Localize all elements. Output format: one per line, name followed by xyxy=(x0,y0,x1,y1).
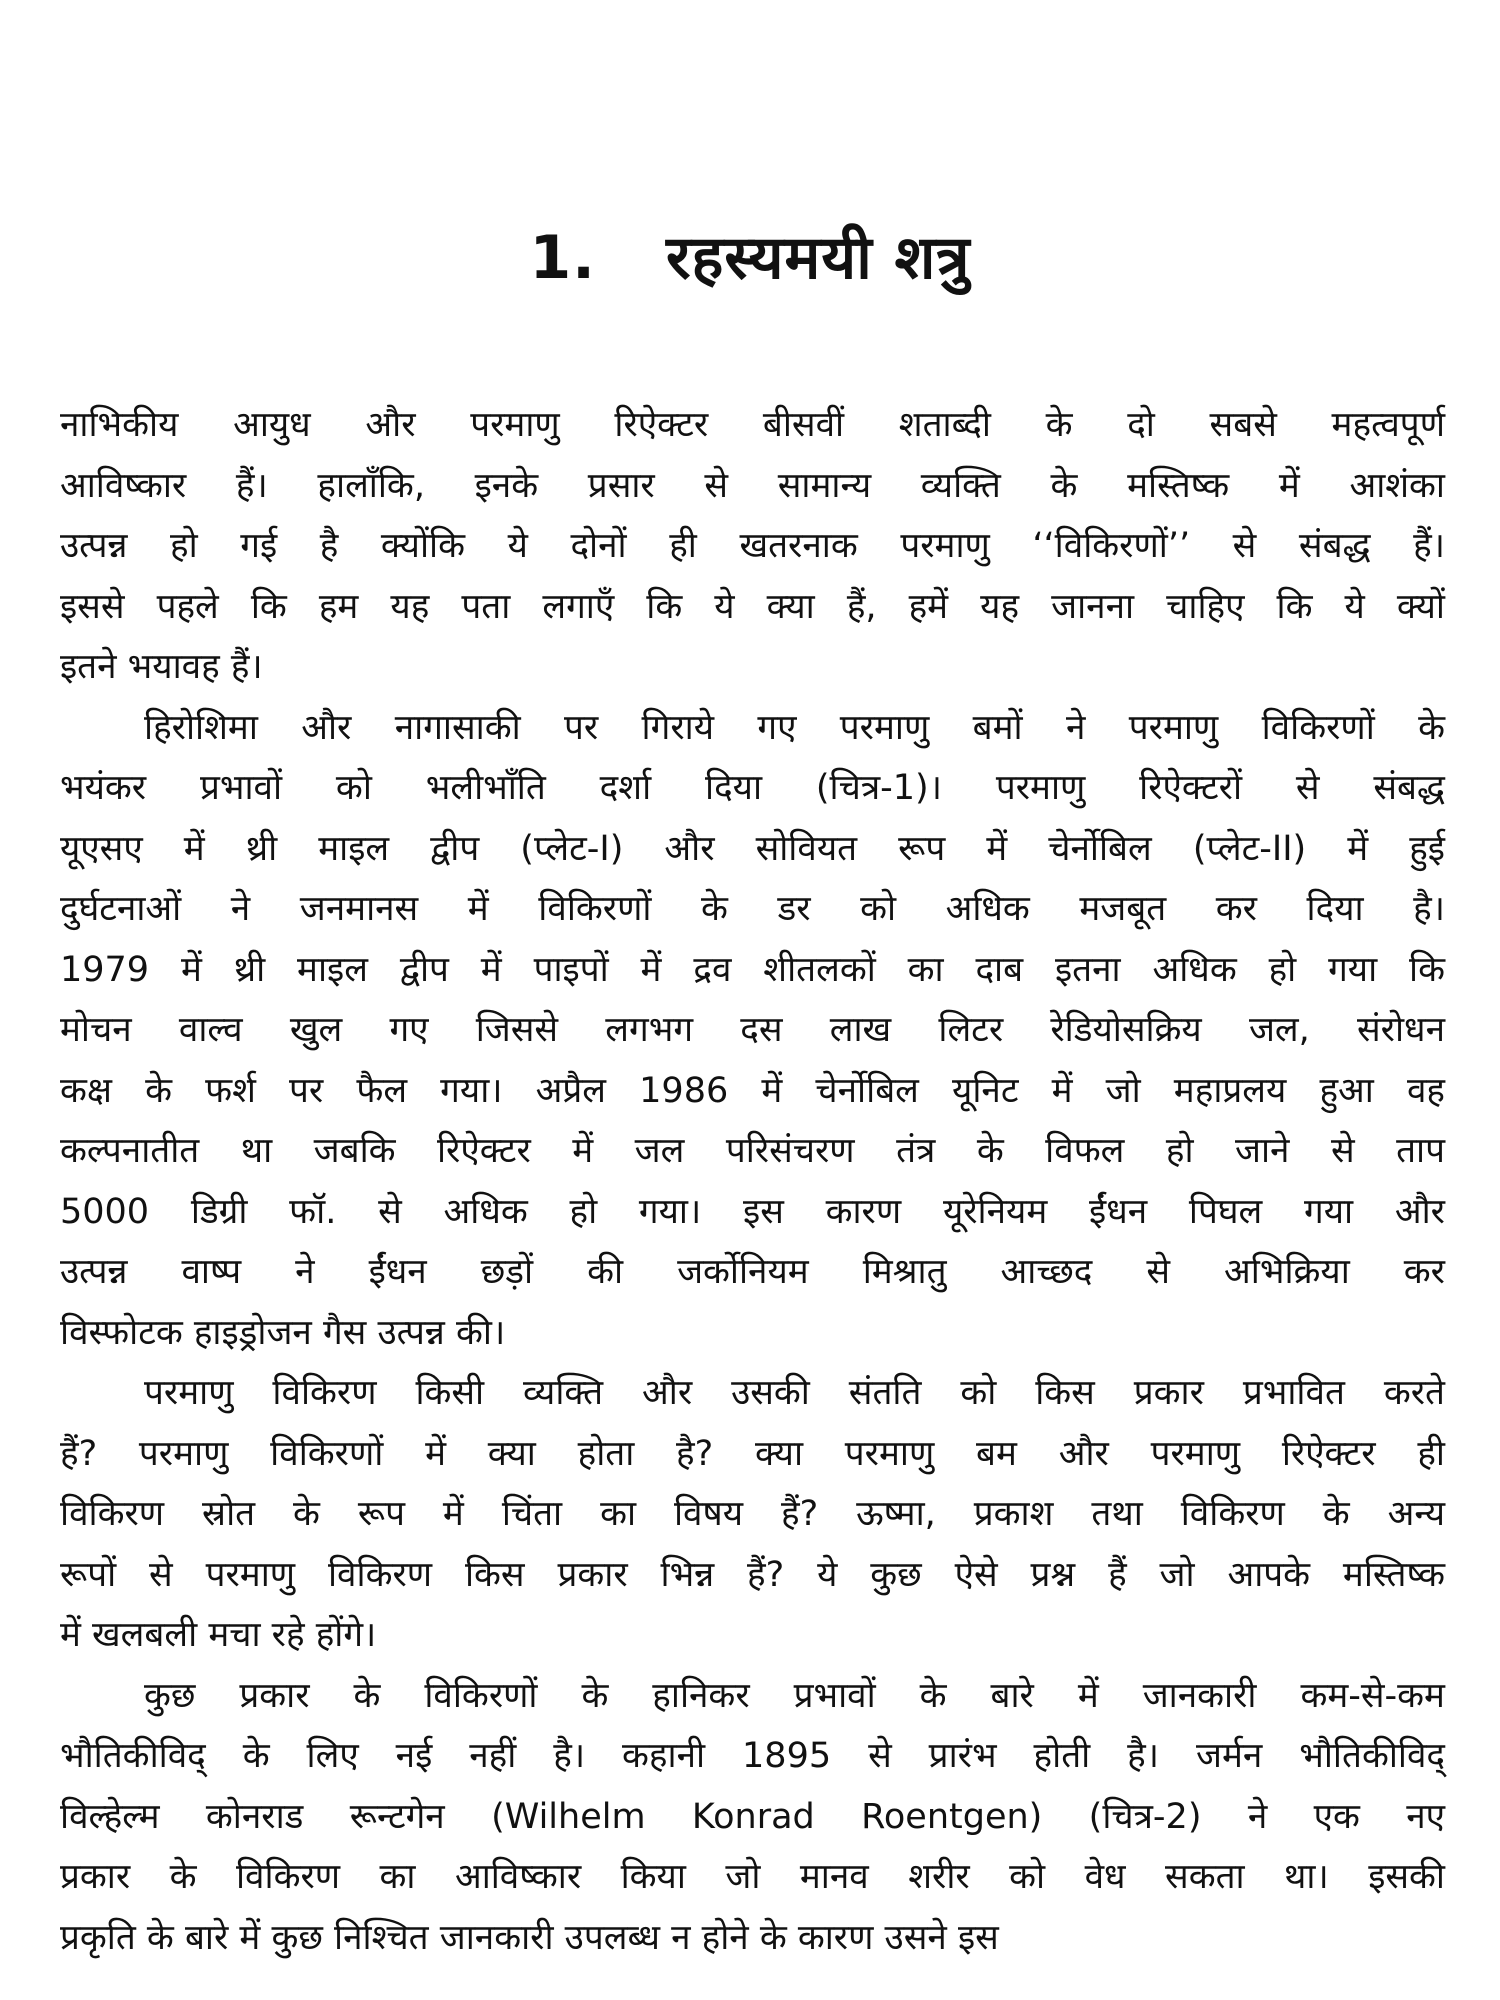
text-line: विस्फोटक हाइड्रोजन गैस उत्पन्न की। xyxy=(60,1312,506,1353)
text-line: उत्पन्न हो गई है क्योंकि ये दोनों ही खतरनाक परमाणु ‘‘विकिरणों’’ से संबद्ध हैं। xyxy=(60,526,1445,566)
text-line: 1979 में थ्री माइल द्वीप में पाइपों में द्रव शीतलकों का दाब इतना अधिक हो गया कि xyxy=(60,949,1445,990)
text-line: कुछ प्रकार के विकिरणों के हानिकर प्रभावों के बारे में जानकारी कम-से-कम xyxy=(144,1675,1445,1716)
paragraph-2 xyxy=(60,698,1445,1364)
text-line: हैं? परमाणु विकिरणों में क्या होता है? क्या परमाणु बम और परमाणु रिऐक्टर ही xyxy=(60,1433,1445,1474)
text-line: नाभिकीय आयुध और परमाणु रिऐक्टर बीसवीं शताब्दी के दो सबसे महत्वपूर्ण xyxy=(60,405,1445,445)
text-line: उत्पन्न वाष्प ने ईंधन छड़ों की जर्कोनियम मिश्रातु आच्छद से अभिक्रिया कर xyxy=(60,1252,1445,1292)
text-line: प्रकार के विकिरण का आविष्कार किया जो मानव शरीर को वेध सकता था। इसकी xyxy=(60,1857,1445,1897)
chapter-number: 1. xyxy=(529,223,596,293)
text-line: परमाणु विकिरण किसी व्यक्ति और उसकी संतति को किस प्रकार प्रभावित करते xyxy=(144,1373,1445,1413)
text-line: भयंकर प्रभावों को भलीभाँति दर्शा दिया (चित्र-1)। परमाणु रिऐक्टरों से संबद्ध xyxy=(60,768,1445,808)
text-line: इतने भयावह हैं। xyxy=(60,647,263,687)
text-line: कल्पनातीत था जबकि रिऐक्टर में जल परिसंचरण तंत्र के विफल हो जाने से ताप xyxy=(60,1131,1445,1171)
paragraph-4 xyxy=(60,1666,1445,1969)
text-line: प्रकृति के बारे में कुछ निश्चित जानकारी उपलब्ध न होने के कारण उसने इस xyxy=(60,1917,999,1958)
text-line: यूएसए में थ्री माइल द्वीप (प्लेट-I) और सोवियत रूप में चेर्नोबिल (प्लेट-II) में हुई xyxy=(60,828,1445,869)
text-line: आविष्कार हैं। हालाँकि, इनके प्रसार से सामान्य व्यक्ति के मस्तिष्क में आशंका xyxy=(60,465,1445,506)
text-line: इससे पहले कि हम यह पता लगाएँ कि ये क्या हैं, हमें यह जानना चाहिए कि ये क्यों xyxy=(60,586,1445,627)
text-line: विल्हेल्म कोनराड रून्टगेन (Wilhelm Konrad Roentgen) (चित्र-2) ने एक नए xyxy=(60,1796,1445,1837)
text-line: विकिरण स्रोत के रूप में चिंता का विषय हैं? ऊष्मा, प्रकाश तथा विकिरण के अन्य xyxy=(60,1494,1445,1534)
chapter-heading xyxy=(0,218,1500,298)
text-line: में खलबली मचा रहे होंगे। xyxy=(60,1615,377,1655)
text-line: भौतिकीविद् के लिए नई नहीं है। कहानी 1895 से प्रारंभ होती है। जर्मन भौतिकीविद् xyxy=(60,1736,1445,1776)
text-line: कक्ष के फर्श पर फैल गया। अप्रैल 1986 में चेर्नोबिल यूनिट में जो महाप्रलय हुआ वह xyxy=(60,1070,1445,1111)
text-line: हिरोशिमा और नागासाकी पर गिराये गए परमाणु बमों ने परमाणु विकिरणों के xyxy=(144,707,1445,748)
body-text xyxy=(60,395,1445,1968)
paragraph-3 xyxy=(60,1363,1445,1666)
chapter-title: रहस्यमयी शत्रु xyxy=(665,223,971,293)
text-line: 5000 डिग्री फॉ. से अधिक हो गया। इस कारण यूरेनियम ईंधन पिघल गया और xyxy=(60,1191,1445,1232)
paragraph-1 xyxy=(60,395,1445,698)
text-line: रूपों से परमाणु विकिरण किस प्रकार भिन्न हैं? ये कुछ ऐसे प्रश्न हैं जो आपके मस्तिष्क xyxy=(60,1554,1445,1595)
text-line: दुर्घटनाओं ने जनमानस में विकिरणों के डर को अधिक मजबूत कर दिया है। xyxy=(60,889,1445,929)
text-line: मोचन वाल्व खुल गए जिससे लगभग दस लाख लिटर रेडियोसक्रिय जल, संरोधन xyxy=(60,1010,1445,1050)
